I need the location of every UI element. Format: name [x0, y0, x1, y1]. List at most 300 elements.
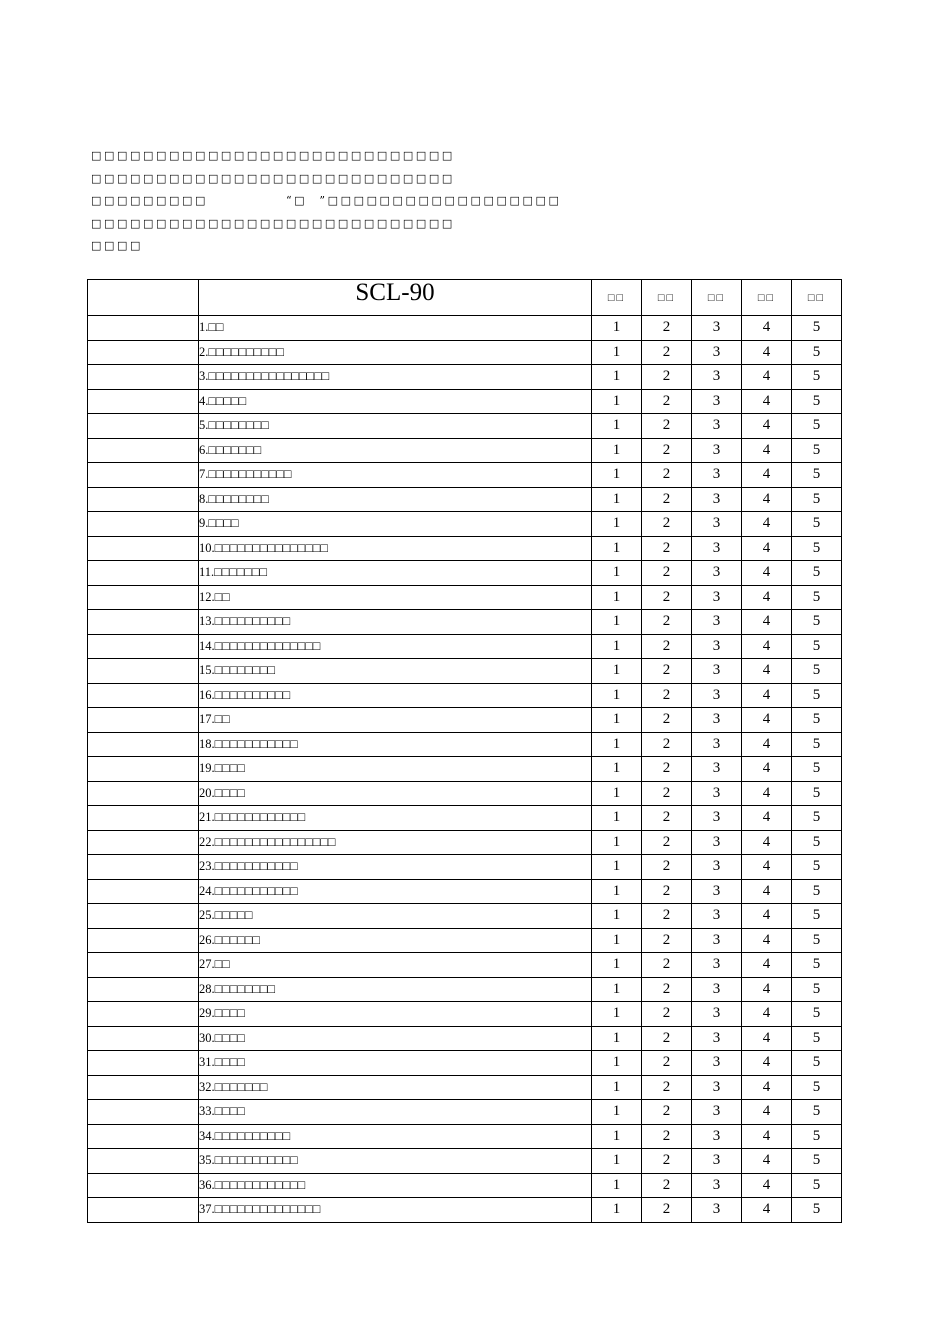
table-row [88, 1124, 842, 1149]
score-option[interactable]: 4 [742, 438, 792, 463]
blank-cell [88, 708, 199, 733]
score-option[interactable]: 4 [742, 683, 792, 708]
score-option[interactable]: 5 [792, 365, 842, 390]
instruction-line-start: □□□□□□□□□ [91, 194, 208, 208]
score-option[interactable]: 4 [742, 1075, 792, 1100]
score-option[interactable]: 2 [642, 1198, 692, 1223]
table-row [88, 904, 842, 929]
score-option[interactable]: 4 [742, 1149, 792, 1174]
rating-header: □□ [792, 280, 842, 316]
blank-cell [88, 1149, 199, 1174]
table-row [88, 757, 842, 782]
table-row [88, 316, 842, 341]
score-option[interactable]: 1 [592, 659, 642, 684]
score-option[interactable]: 5 [792, 512, 842, 537]
score-option[interactable]: 1 [592, 1026, 642, 1051]
score-option[interactable]: 5 [792, 585, 842, 610]
blank-cell [88, 414, 199, 439]
item-text: 24.□□□□□□□□□□□ [199, 879, 592, 904]
blank-cell [88, 585, 199, 610]
score-option[interactable]: 3 [692, 1124, 742, 1149]
item-text: 23.□□□□□□□□□□□ [199, 855, 592, 880]
score-option[interactable]: 5 [792, 1198, 842, 1223]
score-option[interactable]: 4 [742, 634, 792, 659]
table-row [88, 1075, 842, 1100]
score-option[interactable]: 4 [742, 1051, 792, 1076]
score-option[interactable]: 4 [742, 953, 792, 978]
rating-header: □□ [592, 280, 642, 316]
score-option[interactable]: 3 [692, 1198, 742, 1223]
blank-cell [88, 1124, 199, 1149]
score-option[interactable]: 1 [592, 732, 642, 757]
score-option[interactable]: 4 [742, 1124, 792, 1149]
score-option[interactable]: 2 [642, 316, 692, 341]
score-option[interactable]: 1 [592, 806, 642, 831]
score-option[interactable]: 4 [742, 1026, 792, 1051]
table-row [88, 365, 842, 390]
score-option[interactable]: 1 [592, 1075, 642, 1100]
score-option[interactable]: 3 [692, 1100, 742, 1125]
score-option[interactable]: 1 [592, 977, 642, 1002]
blank-cell [88, 561, 199, 586]
score-option[interactable]: 1 [592, 610, 642, 635]
item-text: 28.□□□□□□□□ [199, 977, 592, 1002]
score-option[interactable]: 2 [642, 1051, 692, 1076]
instruction-line: □□□□□□□□□□□□□□□□□□□□□□□□□□□□ [91, 171, 455, 185]
score-option[interactable]: 4 [742, 830, 792, 855]
rating-header: □□ [742, 280, 792, 316]
score-option[interactable]: 1 [592, 365, 642, 390]
blank-cell [88, 340, 199, 365]
table-row [88, 487, 842, 512]
blank-cell [88, 830, 199, 855]
score-option[interactable]: 4 [742, 463, 792, 488]
score-option[interactable]: 1 [592, 1149, 642, 1174]
score-option[interactable]: 2 [642, 512, 692, 537]
score-option[interactable]: 2 [642, 1149, 692, 1174]
score-option[interactable]: 4 [742, 977, 792, 1002]
score-option[interactable]: 5 [792, 904, 842, 929]
score-option[interactable]: 1 [592, 879, 642, 904]
score-option[interactable]: 5 [792, 757, 842, 782]
score-option[interactable]: 4 [742, 732, 792, 757]
score-option[interactable]: 5 [792, 561, 842, 586]
item-text: 17.□□ [199, 708, 592, 733]
score-option[interactable]: 2 [642, 438, 692, 463]
score-option[interactable]: 5 [792, 487, 842, 512]
blank-cell [88, 610, 199, 635]
table-row [88, 708, 842, 733]
item-text: 12.□□ [199, 585, 592, 610]
item-text: 11.□□□□□□□ [199, 561, 592, 586]
score-option[interactable]: 4 [742, 659, 792, 684]
table-row [88, 928, 842, 953]
score-option[interactable]: 1 [592, 928, 642, 953]
table-row [88, 1173, 842, 1198]
item-text: 7.□□□□□□□□□□□ [199, 463, 592, 488]
score-option[interactable]: 3 [692, 414, 742, 439]
table-row [88, 1026, 842, 1051]
score-option[interactable]: 5 [792, 1124, 842, 1149]
score-option[interactable]: 5 [792, 463, 842, 488]
score-option[interactable]: 5 [792, 610, 842, 635]
score-option[interactable]: 2 [642, 365, 692, 390]
score-option[interactable]: 5 [792, 806, 842, 831]
score-option[interactable]: 4 [742, 561, 792, 586]
score-option[interactable]: 4 [742, 1002, 792, 1027]
table-row [88, 732, 842, 757]
score-option[interactable]: 4 [742, 708, 792, 733]
instruction-line [91, 190, 562, 213]
score-option[interactable]: 4 [742, 806, 792, 831]
score-option[interactable]: 1 [592, 953, 642, 978]
score-option[interactable]: 4 [742, 414, 792, 439]
score-option[interactable]: 3 [692, 389, 742, 414]
score-option[interactable]: 2 [642, 659, 692, 684]
score-option[interactable]: 5 [792, 708, 842, 733]
item-text: 21.□□□□□□□□□□□□ [199, 806, 592, 831]
blank-cell [88, 1026, 199, 1051]
table-title: SCL-90 [199, 280, 592, 316]
item-text: 36.□□□□□□□□□□□□ [199, 1173, 592, 1198]
item-text: 22.□□□□□□□□□□□□□□□□ [199, 830, 592, 855]
score-option[interactable]: 5 [792, 536, 842, 561]
table-row [88, 953, 842, 978]
score-option[interactable]: 1 [592, 340, 642, 365]
table-row [88, 536, 842, 561]
score-option[interactable]: 2 [642, 732, 692, 757]
score-option[interactable]: 1 [592, 487, 642, 512]
item-text: 9.□□□□ [199, 512, 592, 537]
item-text: 20.□□□□ [199, 781, 592, 806]
score-option[interactable]: 1 [592, 561, 642, 586]
score-option[interactable]: 2 [642, 634, 692, 659]
item-text: 16.□□□□□□□□□□ [199, 683, 592, 708]
blank-cell [88, 438, 199, 463]
score-option[interactable]: 2 [642, 953, 692, 978]
score-option[interactable]: 2 [642, 1002, 692, 1027]
score-option[interactable]: 2 [642, 879, 692, 904]
score-option[interactable]: 2 [642, 928, 692, 953]
item-text: 15.□□□□□□□□ [199, 659, 592, 684]
score-option[interactable]: 2 [642, 610, 692, 635]
score-option[interactable]: 2 [642, 757, 692, 782]
score-option[interactable]: 2 [642, 683, 692, 708]
scl90-table [87, 279, 842, 1223]
score-option[interactable]: 3 [692, 659, 742, 684]
item-text: 37.□□□□□□□□□□□□□□ [199, 1198, 592, 1223]
score-option[interactable]: 2 [642, 536, 692, 561]
table-row [88, 610, 842, 635]
blank-cell [88, 781, 199, 806]
score-option[interactable]: 2 [642, 855, 692, 880]
score-option[interactable]: 5 [792, 1100, 842, 1125]
blank-cell [88, 732, 199, 757]
blank-cell [88, 683, 199, 708]
item-text: 33.□□□□ [199, 1100, 592, 1125]
score-option[interactable]: 2 [642, 781, 692, 806]
item-text: 8.□□□□□□□□ [199, 487, 592, 512]
score-option[interactable]: 1 [592, 1124, 642, 1149]
table-row [88, 1100, 842, 1125]
blank-cell [88, 487, 199, 512]
score-option[interactable]: 2 [642, 830, 692, 855]
score-option[interactable]: 2 [642, 389, 692, 414]
score-option[interactable]: 3 [692, 953, 742, 978]
score-option[interactable]: 2 [642, 463, 692, 488]
item-text: 14.□□□□□□□□□□□□□□ [199, 634, 592, 659]
blank-cell [88, 879, 199, 904]
blank-cell [88, 1002, 199, 1027]
score-option[interactable]: 1 [592, 316, 642, 341]
table-row [88, 389, 842, 414]
table-row [88, 683, 842, 708]
score-option[interactable]: 2 [642, 1124, 692, 1149]
item-text: 5.□□□□□□□□ [199, 414, 592, 439]
score-option[interactable]: 4 [742, 757, 792, 782]
score-option[interactable]: 4 [742, 855, 792, 880]
item-text: 30.□□□□ [199, 1026, 592, 1051]
rating-header: □□ [692, 280, 742, 316]
score-option[interactable]: 2 [642, 1075, 692, 1100]
score-option[interactable]: 2 [642, 977, 692, 1002]
score-option[interactable]: 5 [792, 438, 842, 463]
table-row [88, 659, 842, 684]
score-option[interactable]: 2 [642, 561, 692, 586]
instruction-line: □□□□□□□□□□□□□□□□□□□□□□□□□□□□ [91, 149, 455, 162]
score-option[interactable]: 4 [742, 512, 792, 537]
score-option[interactable]: 5 [792, 732, 842, 757]
blank-cell [88, 659, 199, 684]
score-option[interactable]: 5 [792, 855, 842, 880]
score-option[interactable]: 1 [592, 414, 642, 439]
score-option[interactable]: 4 [742, 879, 792, 904]
table-row [88, 977, 842, 1002]
score-option[interactable]: 4 [742, 610, 792, 635]
score-option[interactable]: 3 [692, 1075, 742, 1100]
blank-cell [88, 1100, 199, 1125]
item-text: 31.□□□□ [199, 1051, 592, 1076]
score-option[interactable]: 1 [592, 463, 642, 488]
score-option[interactable]: 3 [692, 1173, 742, 1198]
table-row [88, 512, 842, 537]
score-option[interactable]: 1 [592, 536, 642, 561]
item-text: 1.□□ [199, 316, 592, 341]
score-option[interactable]: 5 [792, 953, 842, 978]
score-option[interactable]: 2 [642, 708, 692, 733]
score-option[interactable]: 1 [592, 389, 642, 414]
score-option[interactable]: 3 [692, 536, 742, 561]
score-option[interactable]: 5 [792, 414, 842, 439]
table-row [88, 781, 842, 806]
table-row [88, 830, 842, 855]
score-option[interactable]: 5 [792, 1051, 842, 1076]
score-option[interactable]: 3 [692, 512, 742, 537]
score-option[interactable]: 2 [642, 487, 692, 512]
score-option[interactable]: 5 [792, 340, 842, 365]
score-option[interactable]: 3 [692, 634, 742, 659]
score-option[interactable]: 3 [692, 977, 742, 1002]
score-option[interactable]: 2 [642, 585, 692, 610]
score-option[interactable]: 3 [692, 781, 742, 806]
table-row [88, 585, 842, 610]
score-option[interactable]: 1 [592, 512, 642, 537]
score-option[interactable]: 5 [792, 659, 842, 684]
score-option[interactable]: 3 [692, 855, 742, 880]
score-option[interactable]: 5 [792, 1075, 842, 1100]
score-option[interactable]: 3 [692, 904, 742, 929]
score-option[interactable]: 3 [692, 1026, 742, 1051]
item-text: 2.□□□□□□□□□□ [199, 340, 592, 365]
blank-cell [88, 1051, 199, 1076]
score-option[interactable]: 5 [792, 1173, 842, 1198]
item-text: 18.□□□□□□□□□□□ [199, 732, 592, 757]
score-option[interactable]: 5 [792, 977, 842, 1002]
score-option[interactable]: 4 [742, 389, 792, 414]
score-option[interactable]: 3 [692, 487, 742, 512]
table-row [88, 1002, 842, 1027]
score-option[interactable]: 4 [742, 1173, 792, 1198]
instruction-quote-text: “□ ”□□□□□□□□□□□□□□□□□□ [285, 194, 562, 208]
score-option[interactable]: 1 [592, 855, 642, 880]
item-text: 35.□□□□□□□□□□□ [199, 1149, 592, 1174]
score-option[interactable]: 2 [642, 1173, 692, 1198]
item-text: 3.□□□□□□□□□□□□□□□□ [199, 365, 592, 390]
score-option[interactable]: 3 [692, 365, 742, 390]
table-row [88, 634, 842, 659]
score-option[interactable]: 3 [692, 683, 742, 708]
item-text: 4.□□□□□ [199, 389, 592, 414]
score-option[interactable]: 3 [692, 340, 742, 365]
score-option[interactable]: 1 [592, 683, 642, 708]
score-option[interactable]: 1 [592, 830, 642, 855]
blank-cell [88, 463, 199, 488]
blank-cell [88, 536, 199, 561]
score-option[interactable]: 1 [592, 904, 642, 929]
score-option[interactable]: 4 [742, 316, 792, 341]
instructions [91, 145, 562, 258]
score-option[interactable]: 3 [692, 1002, 742, 1027]
score-option[interactable]: 3 [692, 463, 742, 488]
score-option[interactable]: 4 [742, 585, 792, 610]
score-option[interactable]: 5 [792, 1026, 842, 1051]
score-option[interactable]: 3 [692, 316, 742, 341]
score-option[interactable]: 1 [592, 634, 642, 659]
score-option[interactable]: 5 [792, 316, 842, 341]
score-option[interactable]: 1 [592, 438, 642, 463]
score-option[interactable]: 5 [792, 830, 842, 855]
score-option[interactable]: 3 [692, 585, 742, 610]
score-option[interactable]: 5 [792, 1002, 842, 1027]
blank-cell [88, 634, 199, 659]
score-option[interactable]: 5 [792, 1149, 842, 1174]
table-row [88, 1149, 842, 1174]
score-option[interactable]: 3 [692, 830, 742, 855]
score-option[interactable]: 3 [692, 879, 742, 904]
score-option[interactable]: 5 [792, 879, 842, 904]
item-text: 19.□□□□ [199, 757, 592, 782]
score-option[interactable]: 2 [642, 1100, 692, 1125]
score-option[interactable]: 5 [792, 781, 842, 806]
score-option[interactable]: 3 [692, 708, 742, 733]
blank-cell [88, 389, 199, 414]
score-option[interactable]: 3 [692, 732, 742, 757]
score-option[interactable]: 2 [642, 904, 692, 929]
table-row [88, 879, 842, 904]
score-option[interactable]: 5 [792, 683, 842, 708]
score-option[interactable]: 3 [692, 561, 742, 586]
blank-cell [88, 316, 199, 341]
score-option[interactable]: 1 [592, 781, 642, 806]
instruction-line: □□□□ [91, 239, 143, 253]
score-option[interactable]: 3 [692, 928, 742, 953]
blank-cell [88, 928, 199, 953]
score-option[interactable]: 5 [792, 389, 842, 414]
score-option[interactable]: 4 [742, 1198, 792, 1223]
score-option[interactable]: 1 [592, 708, 642, 733]
score-option[interactable]: 1 [592, 1051, 642, 1076]
blank-cell [88, 512, 199, 537]
score-option[interactable]: 1 [592, 1100, 642, 1125]
table-row [88, 340, 842, 365]
blank-cell [88, 855, 199, 880]
item-text: 29.□□□□ [199, 1002, 592, 1027]
score-option[interactable]: 4 [742, 928, 792, 953]
score-option[interactable]: 3 [692, 1051, 742, 1076]
table-row [88, 806, 842, 831]
blank-cell [88, 365, 199, 390]
table-row [88, 438, 842, 463]
score-option[interactable]: 5 [792, 634, 842, 659]
item-text: 26.□□□□□□ [199, 928, 592, 953]
score-option[interactable]: 2 [642, 340, 692, 365]
score-option[interactable]: 3 [692, 1149, 742, 1174]
score-option[interactable]: 5 [792, 928, 842, 953]
score-option[interactable]: 1 [592, 1173, 642, 1198]
table-row [88, 561, 842, 586]
blank-cell [88, 904, 199, 929]
instruction-line: □□□□□□□□□□□□□□□□□□□□□□□□□□□□ [91, 216, 455, 230]
blank-cell [88, 1198, 199, 1223]
blank-header-cell [88, 280, 199, 316]
score-option[interactable]: 2 [642, 806, 692, 831]
score-option[interactable]: 1 [592, 757, 642, 782]
table-row [88, 855, 842, 880]
score-option[interactable]: 4 [742, 365, 792, 390]
score-option[interactable]: 3 [692, 806, 742, 831]
score-option[interactable]: 1 [592, 585, 642, 610]
score-option[interactable]: 3 [692, 757, 742, 782]
score-option[interactable]: 2 [642, 1026, 692, 1051]
score-option[interactable]: 3 [692, 438, 742, 463]
score-option[interactable]: 4 [742, 1100, 792, 1125]
item-text: 13.□□□□□□□□□□ [199, 610, 592, 635]
score-option[interactable]: 2 [642, 414, 692, 439]
score-option[interactable]: 4 [742, 487, 792, 512]
score-option[interactable]: 4 [742, 536, 792, 561]
score-option[interactable]: 4 [742, 781, 792, 806]
score-option[interactable]: 3 [692, 610, 742, 635]
blank-cell [88, 757, 199, 782]
score-option[interactable]: 1 [592, 1198, 642, 1223]
score-option[interactable]: 1 [592, 1002, 642, 1027]
item-text: 10.□□□□□□□□□□□□□□□ [199, 536, 592, 561]
item-text: 27.□□ [199, 953, 592, 978]
score-option[interactable]: 4 [742, 904, 792, 929]
score-option[interactable]: 4 [742, 340, 792, 365]
table-row [88, 414, 842, 439]
blank-cell [88, 1075, 199, 1100]
